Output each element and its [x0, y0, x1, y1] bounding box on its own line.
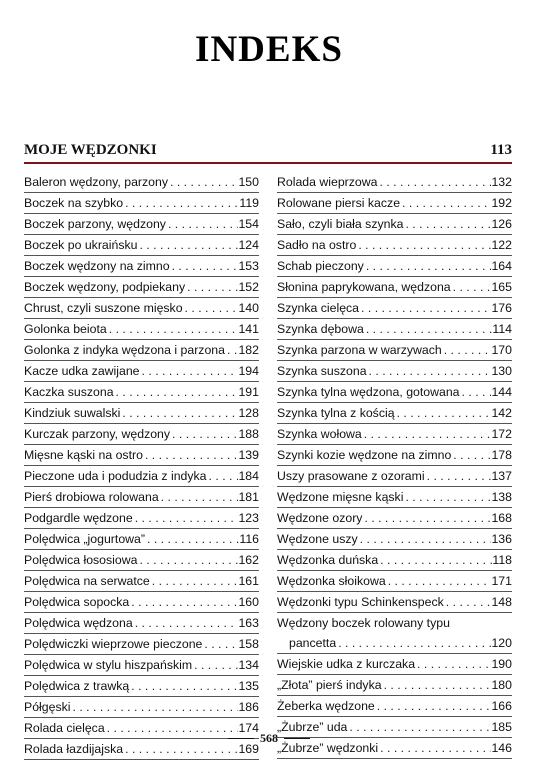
index-entry [277, 550, 512, 571]
index-entry-name: Rolowane piersi kacze [277, 196, 401, 210]
index-entry [277, 571, 512, 592]
index-entry-name: Sało, czyli biała szynka [277, 217, 404, 231]
index-entry-page: 191 [238, 385, 259, 399]
index-entry-page: 174 [238, 721, 259, 735]
index-entry-name: „Żubrze” wędzonki [277, 741, 379, 755]
index-entry [277, 340, 512, 361]
index-entry [277, 256, 512, 277]
index-entry-continuation [277, 633, 512, 653]
index-entry-name: Schab pieczony [277, 259, 364, 273]
index-entry-name: „Złota” pierś indyka [277, 678, 382, 692]
index-entry-page: 135 [238, 679, 259, 693]
index-entry-page: 172 [491, 427, 512, 441]
index-entry [24, 655, 259, 676]
index-entry-page: 160 [238, 595, 259, 609]
leader-dots [425, 466, 492, 486]
index-entry [24, 676, 259, 697]
leader-dots [143, 445, 239, 465]
index-entry-page: 188 [238, 427, 259, 441]
index-entry-name: Pierś drobiowa rolowana [24, 490, 159, 504]
index-entry [277, 592, 512, 613]
index-entry-name: Szynka suszona [277, 364, 367, 378]
index-entry [24, 214, 259, 235]
index-entry-name: Wędzone ozory [277, 511, 363, 525]
leader-dots [377, 172, 491, 192]
index-entry-page: 148 [491, 595, 512, 609]
index-entry [24, 403, 259, 424]
index-entry [24, 508, 259, 529]
index-entry-page: 178 [491, 448, 512, 462]
leader-dots [415, 654, 491, 674]
index-entry-name: Rolada łazdijajska [24, 742, 124, 756]
leader-dots [382, 675, 492, 695]
index-entry-name: Szynka tylna wędzona, gotowana [277, 385, 460, 399]
index-entry-name: Polędwica z trawką [24, 679, 130, 693]
leader-dots [140, 361, 239, 381]
index-entry-page: 185 [491, 720, 512, 734]
index-entry-name: Szynka cielęca [277, 301, 360, 315]
index-entry-name: Szynki kozie wędzone na zimno [277, 448, 452, 462]
leader-dots [375, 696, 492, 716]
index-entry [24, 445, 259, 466]
index-entry-name: Boczek parzony, wędzony [24, 217, 166, 231]
index-entry-name: Kacze udka zawijane [24, 364, 140, 378]
leader-dots [460, 382, 492, 402]
index-entry-name: Rolada wieprzowa [277, 175, 378, 189]
index-entry-page: 180 [491, 678, 512, 692]
leader-dots [386, 571, 492, 591]
leader-dots [202, 634, 238, 654]
index-entry-name: Polędwica „jogurtowa” [24, 532, 145, 546]
index-entry-name: Szynka parzona w warzywach [277, 343, 442, 357]
index-entry [277, 508, 512, 529]
index-entry-page: 152 [238, 280, 259, 294]
index-entry [24, 487, 259, 508]
index-entry-page: 136 [491, 532, 512, 546]
index-entry-page: 163 [238, 616, 259, 630]
leader-dots [378, 550, 492, 570]
leader-dots [207, 466, 239, 486]
index-entry-page: 184 [238, 469, 259, 483]
page-number: 568 [260, 731, 278, 745]
index-entry [277, 654, 512, 675]
leader-dots [159, 487, 239, 507]
index-entry-page: 153 [238, 259, 259, 273]
index-entry [277, 172, 512, 193]
index-entry-page: 186 [238, 700, 259, 714]
index-entry-page: 126 [491, 217, 512, 231]
index-entry [277, 675, 512, 696]
index-entry [24, 466, 259, 487]
index-entry [277, 613, 512, 654]
index-entry [24, 235, 259, 256]
index-entry-page: 123 [238, 511, 259, 525]
index-entry-name: Wędzony boczek rolowany typu [277, 616, 450, 630]
index-entry-name: Polędwiczki wieprzowe pieczone [24, 637, 203, 651]
leader-dots [145, 529, 239, 549]
index-entry-page: 122 [491, 238, 512, 252]
index-entry-page: 142 [491, 406, 512, 420]
index-entry-page: 141 [238, 322, 259, 336]
index-entry-name: Mięsne kąski na ostro [24, 448, 143, 462]
leader-dots [185, 277, 238, 297]
index-entry [277, 529, 512, 550]
index-entry [24, 319, 259, 340]
index-entry-name: Baleron wędzony, parzony [24, 175, 169, 189]
leader-dots [395, 403, 492, 423]
leader-dots [114, 382, 239, 402]
index-entry [277, 277, 512, 298]
leader-dots [137, 235, 238, 255]
index-entry-name: Podgardle wędzone [24, 511, 133, 525]
index-entry [24, 298, 259, 319]
index-entry-name: Boczek po ukraińsku [24, 238, 138, 252]
index-entry-page: 139 [238, 448, 259, 462]
index-entry-page: 164 [491, 259, 512, 273]
leader-dots [403, 487, 491, 507]
index-entry [277, 424, 512, 445]
leader-dots [358, 529, 492, 549]
index-entry [24, 256, 259, 277]
index-entry-page: 161 [238, 574, 259, 588]
index-entry-name: Wędzonki typu Schinkenspeck [277, 595, 444, 609]
leader-dots [403, 214, 491, 234]
index-entry-name: Kurczak parzony, wędzony [24, 427, 171, 441]
index-entry [24, 361, 259, 382]
index-entry-page: 192 [491, 196, 512, 210]
leader-dots [367, 361, 492, 381]
index-entry [277, 193, 512, 214]
leader-dots [451, 277, 492, 297]
index-entry-page: 124 [238, 238, 259, 252]
leader-dots [362, 424, 492, 444]
index-entry [24, 571, 259, 592]
index-entry [277, 696, 512, 717]
leader-dots [225, 340, 238, 360]
section-title: MOJE WĘDZONKI [24, 142, 157, 158]
index-entry-page: 116 [239, 532, 259, 546]
index-entry-page: 181 [238, 490, 259, 504]
index-entry-page: 134 [238, 658, 259, 672]
footer-dash-left [228, 738, 254, 739]
leader-dots [359, 298, 491, 318]
index-entry [277, 382, 512, 403]
index-entry-page: 168 [491, 511, 512, 525]
leader-dots [364, 256, 492, 276]
index-column-right [277, 172, 512, 760]
index-entry-page: 137 [491, 469, 512, 483]
index-entry-page: 190 [491, 657, 512, 671]
index-column-left [24, 172, 259, 760]
index-entry-name: Półgęski [24, 700, 71, 714]
index-entry [277, 214, 512, 235]
leader-dots [336, 633, 491, 653]
index-entry-name: Wędzonka duńska [277, 553, 379, 567]
leader-dots [120, 403, 238, 423]
index-entry-page: 150 [238, 175, 259, 189]
index-entry-name: Golonka z indyka wędzona i parzona [24, 343, 225, 357]
leader-dots [166, 214, 239, 234]
index-entry-page: 146 [491, 741, 512, 755]
index-entry [277, 403, 512, 424]
index-entry-page: 171 [491, 574, 512, 588]
index-entry-page: 114 [492, 322, 512, 336]
index-entry [277, 235, 512, 256]
page-footer [0, 731, 538, 746]
index-columns [24, 172, 512, 760]
section-header [24, 142, 512, 164]
index-entry [277, 487, 512, 508]
index-entry-page: 140 [238, 301, 259, 315]
section-page: 113 [490, 142, 512, 158]
footer-dash-right [284, 738, 310, 739]
index-entry-name: Boczek wędzony, podpiekany [24, 280, 186, 294]
index-entry [24, 193, 259, 214]
index-entry-page: 119 [239, 196, 259, 210]
index-entry [24, 340, 259, 361]
index-entry-page: 170 [491, 343, 512, 357]
index-entry-page: 138 [491, 490, 512, 504]
index-entry [24, 424, 259, 445]
index-entry-name: Sadło na ostro [277, 238, 357, 252]
index-entry-name: Polędwica łososiowa [24, 553, 138, 567]
index-entry-page: 118 [492, 553, 512, 567]
index-entry-name: Uszy prasowane z ozorami [277, 469, 425, 483]
index-entry [277, 298, 512, 319]
index-entry-page: 144 [491, 385, 512, 399]
index-entry-page: 128 [238, 406, 259, 420]
index-entry-page: 130 [491, 364, 512, 378]
index-entry-page: 165 [491, 280, 512, 294]
index-entry-name: Chrust, czyli suszone mięsko [24, 301, 183, 315]
leader-dots [183, 298, 239, 318]
index-entry-page: 154 [238, 217, 259, 231]
leader-dots [70, 697, 238, 717]
leader-dots [192, 655, 238, 675]
leader-dots [133, 508, 239, 528]
page-title: INDEKS [195, 29, 343, 70]
index-entry-name: Szynka dębowa [277, 322, 364, 336]
index-entry-name: Polędwica wędzona [24, 616, 133, 630]
index-entry [277, 319, 512, 340]
leader-dots [137, 550, 238, 570]
index-entry-name: Boczek na szybko [24, 196, 124, 210]
index-entry-page: 162 [238, 553, 259, 567]
index-entry [24, 172, 259, 193]
index-entry-name-cont: pancetta [289, 636, 337, 650]
index-entry [24, 592, 259, 613]
index-entry-name: Rolada cielęca [24, 721, 105, 735]
index-entry [24, 550, 259, 571]
index-entry-name: Polędwica w stylu hiszpańskim [24, 658, 193, 672]
index-entry-page: 120 [491, 636, 512, 650]
leader-dots [362, 508, 491, 528]
leader-dots [150, 571, 239, 591]
index-entry-name: Boczek wędzony na zimno [24, 259, 170, 273]
index-entry-name: Polędwica na serwatce [24, 574, 150, 588]
index-entry-name: Szynka tylna z kością [277, 406, 395, 420]
leader-dots [170, 256, 239, 276]
leader-dots [107, 319, 239, 339]
index-entry [24, 613, 259, 634]
leader-dots [442, 340, 492, 360]
leader-dots [133, 613, 239, 633]
index-entry-name: Kaczka suszona [24, 385, 114, 399]
index-entry [24, 634, 259, 655]
index-entry-page: 194 [238, 364, 259, 378]
index-entry-page: 176 [491, 301, 512, 315]
index-entry-page: 158 [238, 637, 259, 651]
index-entry-name: Golonka beiota [24, 322, 107, 336]
index-entry-name: „Żubrze” uda [277, 720, 348, 734]
index-entry [24, 382, 259, 403]
leader-dots [356, 235, 491, 255]
leader-dots [168, 172, 238, 192]
leader-dots [400, 193, 491, 213]
index-entry-name: Wędzone mięsne kąski [277, 490, 404, 504]
index-entry-name: Polędwica sopocka [24, 595, 130, 609]
index-entry-page: 182 [238, 343, 259, 357]
leader-dots [129, 592, 238, 612]
index-entry-page: 169 [238, 742, 259, 756]
index-entry [24, 697, 259, 718]
index-entry [277, 361, 512, 382]
leader-dots [364, 319, 493, 339]
leader-dots [129, 676, 238, 696]
index-entry-name: Kindziuk suwalski [24, 406, 121, 420]
index-entry-name: Wiejskie udka z kurczaka [277, 657, 416, 671]
index-entry [277, 445, 512, 466]
index-entry [24, 529, 259, 550]
leader-dots [444, 592, 492, 612]
index-entry-name: Pieczone uda i podudzia z indyka [24, 469, 207, 483]
index-entry [24, 277, 259, 298]
index-entry-name: Słonina paprykowana, wędzona [277, 280, 451, 294]
index-entry-page: 166 [491, 699, 512, 713]
leader-dots [123, 193, 239, 213]
index-entry-name: Wędzonka słoikowa [277, 574, 386, 588]
index-entry [277, 466, 512, 487]
leader-dots [451, 445, 491, 465]
leader-dots [170, 424, 238, 444]
index-entry-name: Wędzone uszy [277, 532, 358, 546]
index-entry-name: Żeberka wędzone [277, 699, 375, 713]
index-entry-page: 132 [491, 175, 512, 189]
index-entry-name: Szynka wołowa [277, 427, 362, 441]
